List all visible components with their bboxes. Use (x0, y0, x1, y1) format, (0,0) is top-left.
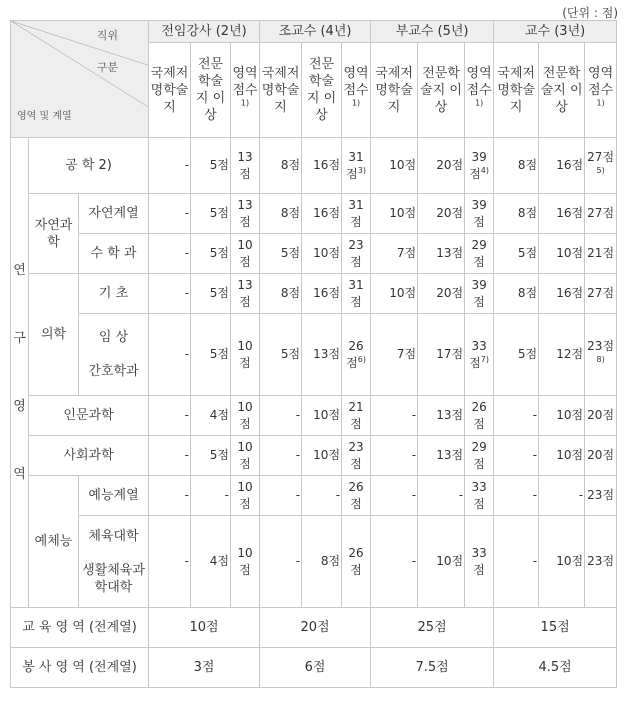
score-cell: - (260, 476, 302, 516)
score-cell: 8점 (494, 138, 539, 194)
row-label: 사회과학 (29, 436, 149, 476)
sub-col-header: 영역점수$^{1)}$ (342, 43, 371, 138)
score-cell: - (260, 436, 302, 476)
position-header: 부교수 (5년) (371, 21, 494, 43)
score-cell: - (494, 476, 539, 516)
summary-score-cell: 3점 (149, 648, 260, 688)
score-cell: - (260, 396, 302, 436)
summary-row (11, 608, 617, 648)
score-cell: 8점 (260, 274, 302, 314)
position-header: 전임강사 (2년) (149, 21, 260, 43)
area-score-cell: 31점$^{3)}$ (342, 138, 371, 194)
area-score-cell: 26점 (465, 396, 494, 436)
score-cell: - (494, 436, 539, 476)
score-cell: 8점 (260, 138, 302, 194)
table-row (11, 274, 617, 314)
score-cell: - (191, 476, 231, 516)
area-score-cell: 10점 (231, 516, 260, 608)
score-cell: 13점 (302, 314, 342, 396)
position-header-row (11, 21, 617, 43)
score-cell: - (418, 476, 465, 516)
table-row (11, 476, 617, 516)
summary-score-cell: 25점 (371, 608, 494, 648)
score-cell: 8점 (260, 194, 302, 234)
area-score-cell: 10점 (231, 234, 260, 274)
summary-score-cell: 7.5점 (371, 648, 494, 688)
row-label: 임 상 간호학과 (79, 314, 149, 396)
score-cell: 16점 (302, 194, 342, 234)
area-score-cell: 27점 (585, 194, 617, 234)
score-cell: - (539, 476, 585, 516)
area-score-cell: 10점 (231, 396, 260, 436)
area-score-cell: 23점$^{8)}$ (585, 314, 617, 396)
summary-score-cell: 20점 (260, 608, 371, 648)
area-score-cell: 33점 (465, 476, 494, 516)
sub-col-header: 영역점수$^{1)}$ (585, 43, 617, 138)
area-score-cell: 20점 (585, 396, 617, 436)
footnote-mark: 5) (596, 165, 605, 175)
score-cell: - (494, 396, 539, 436)
sub-col-header: 전문학술지 이상 (418, 43, 465, 138)
position-header: 교수 (3년) (494, 21, 617, 43)
footnote-mark: 4) (480, 165, 489, 175)
area-score-cell: 13점 (231, 194, 260, 234)
score-cell: - (149, 516, 191, 608)
score-cell: 16점 (539, 138, 585, 194)
score-cell: - (149, 396, 191, 436)
area-score-cell: 23점 (342, 234, 371, 274)
score-cell: 10점 (539, 436, 585, 476)
area-score-cell: 33점$^{7)}$ (465, 314, 494, 396)
score-cell: - (371, 396, 418, 436)
sub-col-header: 전문학술지 이상 (302, 43, 342, 138)
table-row (11, 516, 617, 608)
score-cell: - (371, 516, 418, 608)
summary-score-cell: 15점 (494, 608, 617, 648)
score-cell: 13점 (418, 396, 465, 436)
position-header: 조교수 (4년) (260, 21, 371, 43)
score-cell: - (371, 436, 418, 476)
sub-col-header: 전문학술지 이상 (191, 43, 231, 138)
footnote-mark: 8) (596, 354, 605, 364)
row-label: 수 학 과 (79, 234, 149, 274)
area-score-cell: 21점 (585, 234, 617, 274)
unit-label: (단위 : 점) (562, 6, 618, 20)
score-cell: 10점 (371, 194, 418, 234)
sub-col-header: 국제저명학술지 (149, 43, 191, 138)
score-cell: - (149, 274, 191, 314)
score-cell: 7점 (371, 234, 418, 274)
score-cell: 10점 (371, 274, 418, 314)
score-cell: - (371, 476, 418, 516)
summary-score-cell: 4.5점 (494, 648, 617, 688)
corner-label-area: 영역 및 계열 (17, 111, 72, 122)
score-cell: 10점 (418, 516, 465, 608)
row-label: 예능계열 (79, 476, 149, 516)
table-row (11, 436, 617, 476)
row-label: 기 초 (79, 274, 149, 314)
score-cell: 10점 (539, 234, 585, 274)
sub-col-header: 국제저명학술지 (371, 43, 418, 138)
score-cell: 8점 (494, 194, 539, 234)
score-cell: 8점 (494, 274, 539, 314)
area-score-cell: 26점 (342, 476, 371, 516)
area-score-cell: 23점 (585, 516, 617, 608)
score-cell: 5점 (494, 234, 539, 274)
evaluation-table (10, 20, 617, 688)
score-cell: 4점 (191, 396, 231, 436)
score-cell: 16점 (302, 274, 342, 314)
area-score-cell: 21점 (342, 396, 371, 436)
sub-col-header: 영역점수$^{1)}$ (465, 43, 494, 138)
group-label: 의학 (29, 274, 79, 396)
score-cell: - (149, 436, 191, 476)
score-cell: - (149, 476, 191, 516)
score-cell: 5점 (191, 234, 231, 274)
score-cell: 5점 (191, 194, 231, 234)
footnote-mark: 7) (480, 354, 489, 364)
footnote-mark: 1) (474, 98, 484, 108)
corner-header-cell (11, 21, 149, 138)
area-score-cell: 26점 (342, 516, 371, 608)
table-row (11, 138, 617, 194)
score-cell: 5점 (260, 234, 302, 274)
sub-col-header: 전문학술지 이상 (539, 43, 585, 138)
table-row (11, 396, 617, 436)
corner-label-position: 직위 (96, 29, 119, 42)
summary-score-cell: 6점 (260, 648, 371, 688)
area-score-cell: 39점 (465, 194, 494, 234)
sub-col-header: 국제저명학술지 (260, 43, 302, 138)
footnote-mark: 3) (357, 165, 366, 175)
score-cell: - (302, 476, 342, 516)
footnote-mark: 6) (357, 354, 366, 364)
score-cell: 13점 (418, 436, 465, 476)
score-cell: 5점 (191, 138, 231, 194)
area-score-cell: 31점 (342, 194, 371, 234)
score-cell: 5점 (191, 314, 231, 396)
area-score-cell: 10점 (231, 436, 260, 476)
area-score-cell: 31점 (342, 274, 371, 314)
summary-label: 교 육 영 역 (전계열) (11, 608, 149, 648)
score-cell: 10점 (539, 516, 585, 608)
score-cell: 4점 (191, 516, 231, 608)
score-cell: 20점 (418, 274, 465, 314)
score-cell: - (149, 138, 191, 194)
score-cell: 20점 (418, 138, 465, 194)
row-label: 체육대학 생활체육과학대학 (79, 516, 149, 608)
table-row (11, 194, 617, 234)
research-area-label: 연 구 영 역 (11, 138, 29, 608)
area-score-cell: 29점 (465, 436, 494, 476)
area-score-cell: 26점$^{6)}$ (342, 314, 371, 396)
corner-label-category: 구분 (96, 61, 119, 74)
area-score-cell: 20점 (585, 436, 617, 476)
score-cell: 17점 (418, 314, 465, 396)
area-score-cell: 23점 (585, 476, 617, 516)
summary-row (11, 648, 617, 688)
summary-score-cell: 10점 (149, 608, 260, 648)
row-label: 공 학 2) (29, 138, 149, 194)
area-score-cell: 10점 (231, 314, 260, 396)
score-cell: 5점 (191, 274, 231, 314)
group-label: 자연과학 (29, 194, 79, 274)
row-label: 자연계열 (79, 194, 149, 234)
area-score-cell: 13점 (231, 274, 260, 314)
row-label: 인문과학 (29, 396, 149, 436)
area-score-cell: 27점$^{5)}$ (585, 138, 617, 194)
score-cell: - (494, 516, 539, 608)
summary-label: 봉 사 영 역 (전계열) (11, 648, 149, 688)
footnote-mark: 1) (596, 98, 605, 108)
score-cell: - (149, 234, 191, 274)
footnote-mark: 1) (351, 98, 361, 108)
score-cell: 16점 (539, 274, 585, 314)
group-label: 예체능 (29, 476, 79, 608)
table-row (11, 234, 617, 274)
score-cell: 10점 (302, 436, 342, 476)
score-cell: 16점 (539, 194, 585, 234)
table-row (11, 314, 617, 396)
score-cell: - (260, 516, 302, 608)
score-cell: 20점 (418, 194, 465, 234)
area-score-cell: 29점 (465, 234, 494, 274)
score-cell: 5점 (260, 314, 302, 396)
area-score-cell: 10점 (231, 476, 260, 516)
score-cell: 13점 (418, 234, 465, 274)
footnote-mark: 1) (240, 98, 250, 108)
score-cell: 12점 (539, 314, 585, 396)
area-score-cell: 27점 (585, 274, 617, 314)
score-cell: 10점 (302, 234, 342, 274)
score-cell: 5점 (494, 314, 539, 396)
area-score-cell: 23점 (342, 436, 371, 476)
sub-col-header: 영역점수$^{1)}$ (231, 43, 260, 138)
score-cell: 16점 (302, 138, 342, 194)
area-score-cell: 33점 (465, 516, 494, 608)
area-score-cell: 39점$^{4)}$ (465, 138, 494, 194)
score-cell: 10점 (539, 396, 585, 436)
score-cell: 10점 (371, 138, 418, 194)
score-cell: - (149, 314, 191, 396)
score-cell: 8점 (302, 516, 342, 608)
area-score-cell: 39점 (465, 274, 494, 314)
score-cell: - (149, 194, 191, 234)
area-score-cell: 13점 (231, 138, 260, 194)
score-cell: 5점 (191, 436, 231, 476)
score-cell: 10점 (302, 396, 342, 436)
sub-col-header: 국제저명학술지 (494, 43, 539, 138)
score-cell: 7점 (371, 314, 418, 396)
